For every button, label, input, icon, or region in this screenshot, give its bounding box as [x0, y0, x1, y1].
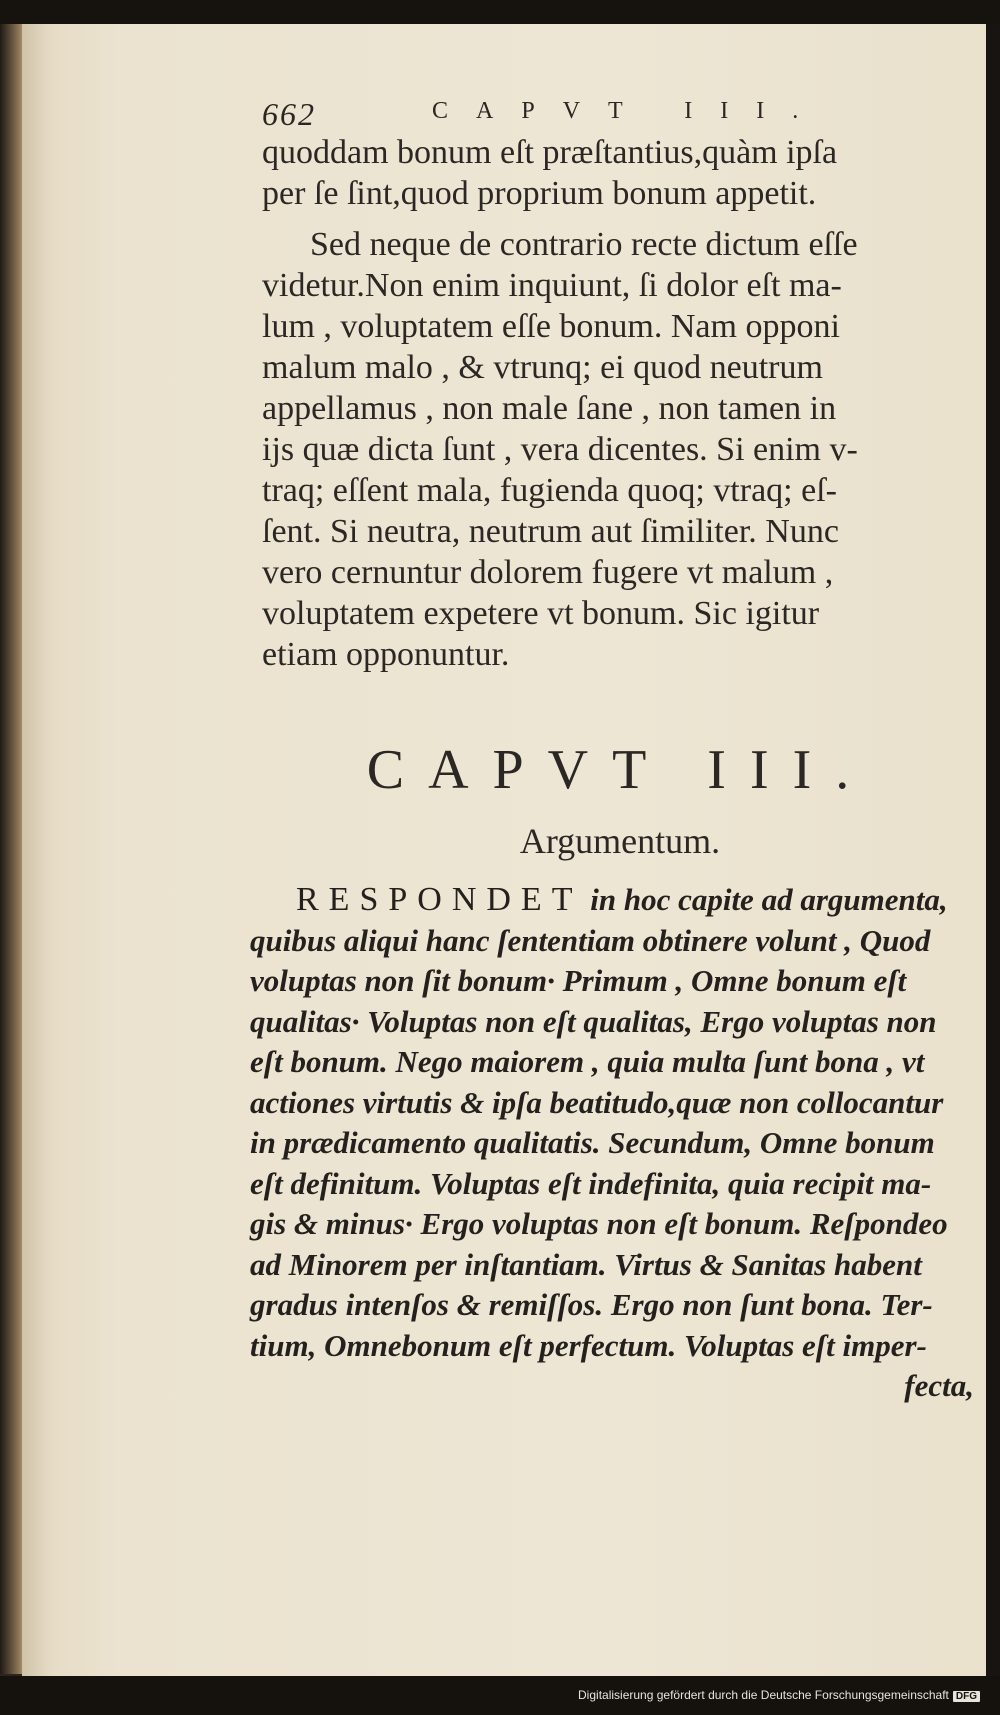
text-line: per ſe ſint,quod proprium bonum appetit. [262, 175, 817, 212]
text-line: quoddam bonum eſt præſtantius,quàm ipſa [262, 134, 838, 171]
paragraph-sed-neque [262, 224, 978, 675]
text-line: eſt bonum. Nego maiorem , quia multa ſunt bona , vt [250, 1044, 925, 1079]
text-line: malum malo , & vtrunq; ei quod neutrum [262, 349, 823, 386]
text-line: lum , voluptatem eſſe bonum. Nam opponi [262, 308, 840, 345]
text-line: qualitas· Voluptas non eſt qualitas, Ergo voluptas non [250, 1003, 937, 1039]
argumentum-heading: Argumentum. [519, 821, 721, 861]
text-line: ſent. Si neutra, neutrum aut ſimiliter. Nunc [262, 513, 839, 550]
text-line: gis & minus· Ergo voluptas non eſt bonum. Reſpondeo [250, 1206, 948, 1241]
page-number: 662 [262, 96, 316, 132]
text-line: voluptatem expetere vt bonum. Sic igitur [262, 595, 820, 632]
first-line-rest: in hoc capite ad argumenta, [582, 882, 948, 917]
digitization-credit [560, 1688, 980, 1706]
scan-right-border [986, 24, 1000, 1676]
credit-text: Digitalisierung gefördert durch die Deutsche Forschungsgemeinschaft [578, 1688, 949, 1702]
running-title: CAPVT III. [432, 98, 827, 124]
text-line [250, 880, 980, 921]
text-line: vero cernuntur dolorem fugere vt malum , [262, 554, 834, 591]
text-line: etiam opponuntur. [262, 636, 510, 673]
text-line: gradus intenſos & remiſſos. Ergo non ſunt bona. Ter- [250, 1287, 933, 1322]
respondet-word: RESPONDET [296, 881, 583, 918]
chapter-title: CAPVT III. [366, 739, 874, 801]
text-line: actiones virtutis & ipſa beatitudo,quæ non collocantur [250, 1084, 944, 1120]
paragraph-continuation [262, 132, 978, 214]
text-line: traq; eſſent mala, fugienda quoq; vtraq; eſ- [262, 472, 837, 509]
argument-paragraph [250, 880, 980, 1407]
text-line: in prædicamento qualitatis. Secundum, Omne bonum [250, 1125, 935, 1160]
text-line: ad Minorem per inſtantiam. Virtus & Sanitas habent [250, 1246, 922, 1282]
text-line: appellamus , non male ſane , non tamen in [262, 390, 837, 427]
text-line: ijs quæ dicta ſunt , vera dicentes. Si enim v- [262, 431, 858, 468]
text-line: tium, Omnebonum eſt perfectum. Voluptas eſt imper- [250, 1327, 927, 1363]
text-line: eſt definitum. Voluptas eſt indefinita, quia recipit ma- [250, 1165, 932, 1201]
dfg-logo: DFG [953, 1691, 980, 1702]
text-line: voluptas non ſit bonum· Primum , Omne bonum eſt [250, 963, 907, 998]
text-line: Sed neque de contrario recte dictum eſſe [310, 226, 858, 263]
text-line: videtur.Non enim inquiunt, ſi dolor eſt ma- [262, 267, 842, 304]
text-line: quibus aliqui hanc ſententiam obtinere volunt , Quod [250, 922, 931, 958]
catchword: fecta, [904, 1368, 974, 1403]
